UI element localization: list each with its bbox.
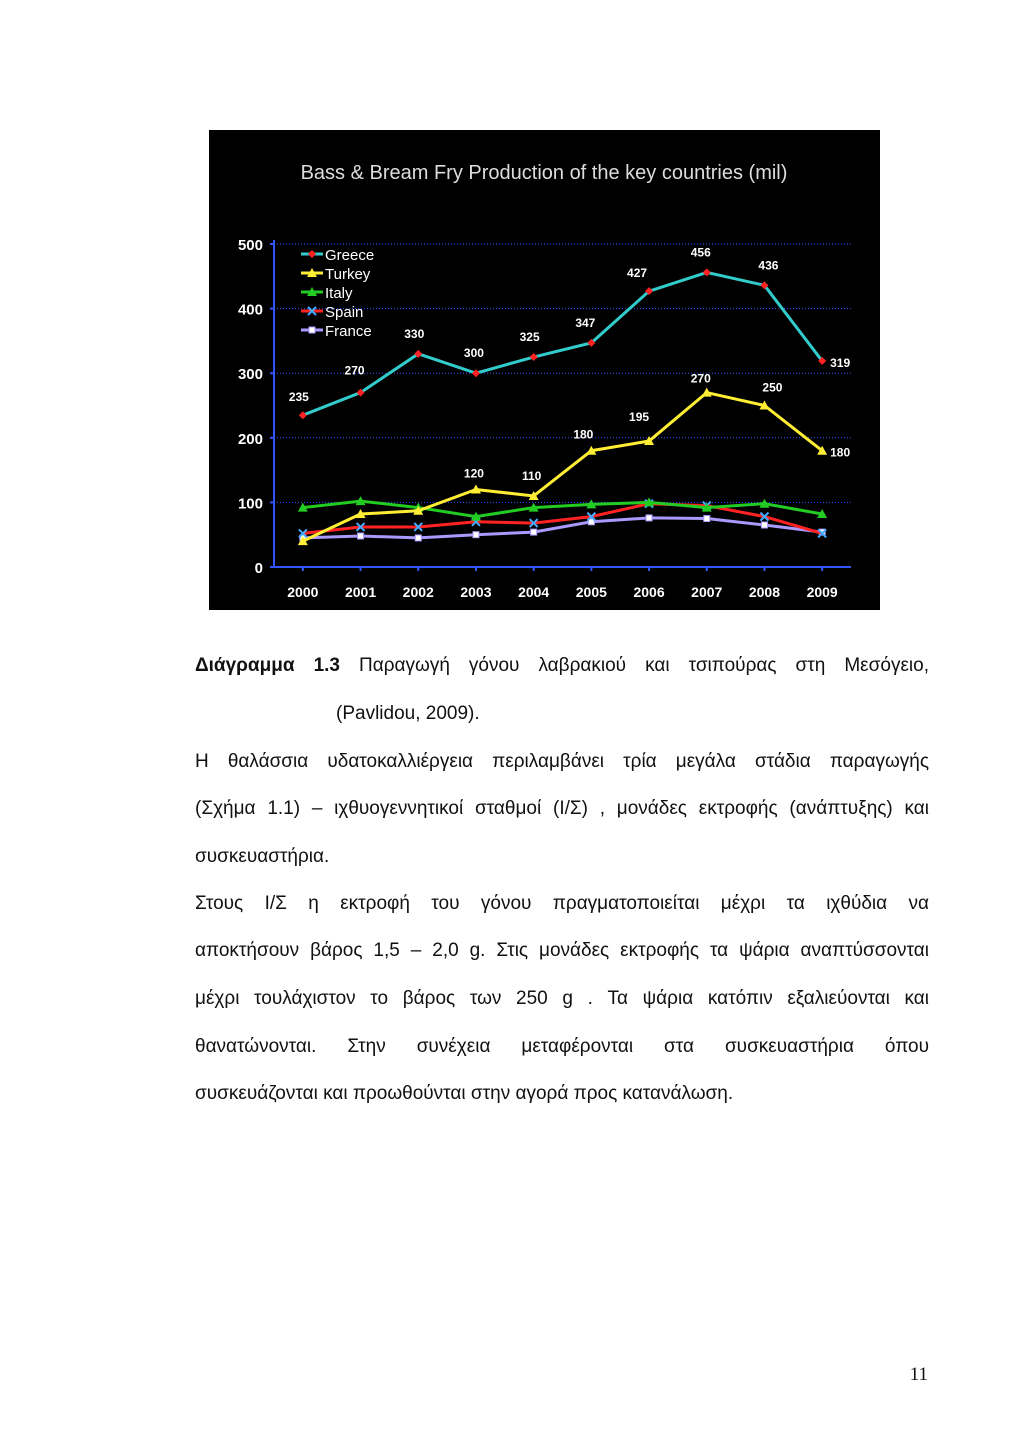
data-label-turkey: 120 <box>463 466 484 481</box>
legend-marker-greece <box>308 250 316 258</box>
data-label-turkey: 195 <box>629 410 650 425</box>
data-point-france <box>704 516 710 522</box>
paragraph-2-line-3: μέχρι τουλάχιστον το βάρος των 250 g . Τα ψάρια κατόπιν εξαλιεύονται και <box>195 988 929 1009</box>
legend-label-turkey: Turkey <box>325 266 371 283</box>
legend-label-spain: Spain <box>325 304 364 321</box>
paragraph-2-line-4: θανατώνονται. Στην συνέχεια μεταφέρονται στα συσκευαστήρια όπου <box>195 1036 929 1057</box>
line-chart-svg <box>209 130 880 610</box>
data-label-greece: 436 <box>758 258 779 273</box>
data-label-turkey: 110 <box>521 468 542 483</box>
data-point-france <box>531 529 537 535</box>
data-label-greece: 456 <box>690 245 711 260</box>
y-tick-label: 100 <box>237 495 263 513</box>
data-point-france <box>646 515 652 521</box>
y-tick-label: 400 <box>237 301 263 319</box>
x-tick-label: 2001 <box>344 584 377 600</box>
data-label-greece: 427 <box>627 266 648 281</box>
data-label-turkey: 180 <box>573 427 594 442</box>
x-tick-label: 2004 <box>518 584 550 600</box>
data-point-greece <box>299 411 307 419</box>
y-tick-label: 500 <box>237 237 263 254</box>
data-label-greece: 270 <box>344 363 365 378</box>
data-label-greece: 300 <box>463 346 484 361</box>
x-tick-label: 2006 <box>633 584 665 600</box>
series-line-spain <box>303 504 822 534</box>
y-tick-label: 0 <box>254 560 263 577</box>
y-tick-label: 200 <box>237 430 263 448</box>
x-tick-label: 2003 <box>460 584 492 600</box>
data-point-greece <box>703 268 711 276</box>
data-label-greece: 319 <box>830 355 851 370</box>
x-tick-label: 2002 <box>402 584 434 600</box>
chart-title: Bass & Bream Fry Production of the key countries (mil) <box>300 162 788 184</box>
data-point-greece <box>530 353 538 361</box>
caption-text: Παραγωγή γόνου λαβρακιού και τσιπούρας στη Μεσόγειο, <box>339 655 929 676</box>
x-tick-label: 2007 <box>691 584 723 600</box>
caption-source: (Pavlidou, 2009). <box>336 703 480 724</box>
data-point-france <box>761 522 767 528</box>
paragraph-1-line-3: συσκευαστήρια. <box>195 846 330 867</box>
x-tick-label: 2000 <box>287 584 319 600</box>
caption-label: Διάγραμμα 1.3 <box>195 655 340 676</box>
data-label-greece: 330 <box>404 326 425 341</box>
x-tick-label: 2005 <box>575 584 607 600</box>
data-label-turkey: 180 <box>830 445 851 460</box>
paragraph-1-line-1: Η θαλάσσια υδατοκαλλιέργεια περιλαμβάνει τρία μεγάλα στάδια παραγωγής <box>195 751 929 772</box>
data-label-turkey: 250 <box>762 380 783 395</box>
legend-marker-france <box>309 327 315 333</box>
data-point-france <box>473 532 479 538</box>
legend-label-greece: Greece <box>325 247 375 264</box>
page-number: 11 <box>909 1364 928 1385</box>
paragraph-1-line-2: (Σχήμα 1.1) – ιχθυογεννητικοί σταθμοί (Ι/Σ) , μονάδες εκτροφής (ανάπτυξης) και <box>195 798 929 819</box>
data-label-greece: 347 <box>575 315 596 330</box>
paragraph-2-line-1: Στους Ι/Σ η εκτροφή του γόνου πραγματοποιείται μέχρι τα ιχθύδια να <box>195 893 929 914</box>
data-label-greece: 325 <box>519 330 540 345</box>
legend-label-france: France <box>325 323 372 340</box>
x-tick-label: 2009 <box>806 584 838 600</box>
data-point-france <box>415 535 421 541</box>
x-tick-label: 2008 <box>748 584 781 600</box>
data-label-greece: 235 <box>288 390 309 405</box>
paragraph-2-line-5: συσκευάζονται και προωθούνται στην αγορά προς κατανάλωση. <box>195 1083 734 1104</box>
data-point-france <box>358 533 364 539</box>
paragraph-2-line-2: αποκτήσουν βάρος 1,5 – 2,0 g. Στις μονάδες εκτροφής τα ψάρια αναπτύσσονται <box>195 940 929 961</box>
series-line-greece <box>303 272 822 415</box>
data-label-turkey: 270 <box>690 371 711 386</box>
fry-production-chart <box>209 130 880 610</box>
y-tick-label: 300 <box>237 366 263 384</box>
legend-label-italy: Italy <box>325 285 353 302</box>
figure-caption <box>195 654 929 678</box>
data-point-greece <box>472 369 480 377</box>
